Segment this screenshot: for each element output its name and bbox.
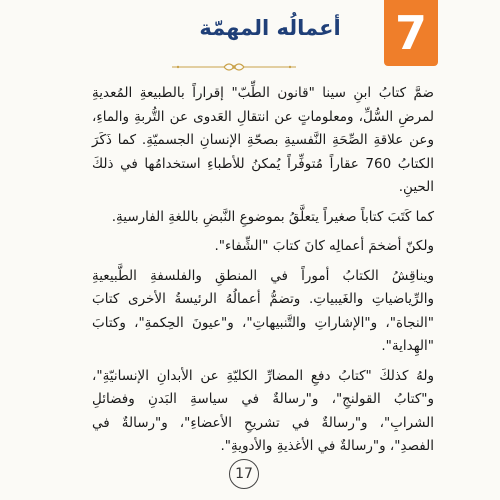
paragraph: كما كَتَبَ كتاباً صغيراً يتعلَّقُ بموضوعِ النَّبضِ باللغةِ الفارسيةِ. <box>111 208 434 225</box>
chapter-number-badge: 7 <box>384 0 438 66</box>
chapter-title: أعمالُه المهمّة <box>199 16 341 40</box>
paragraph: ولهُ كذلكَ "كتابُ دفعِ المضارِّ الكليّةِ عن الأبدانِ الإنسانيّةِ"، و"كتابُ القولنجِ"، و"رسالةٌ في سياسةِ البَدنِ وفضائلِ الشرابِ"، و"رسالةٌ في تشريحِ الأعضاءِ"، و"رسالةٌ في الفصدِ"، و"رسالةٌ في الأغذيةِ والأدويةِ". <box>92 367 434 454</box>
paragraph: ويناقِشُ الكتابُ أموراً في المنطقِ والفلسفةِ الطَّبيعيةِ والرِّياضياتِ والغَيبياتِ. وتضمُّ أعمالُهُ الرئيسةُ الأخرى كتابَ "النجاة"، و"الإشاراتِ والتَّنبيهاتِ"، و"عيونَ الحِكمةِ"، وكتابَ "الهِداية". <box>92 267 434 354</box>
paragraph: ولكنّ أضخمَ أعمالِه كانَ كتابَ "الشِّفاء". <box>214 238 434 254</box>
decorative-divider-icon <box>168 60 300 74</box>
page-number: 17 <box>229 459 259 489</box>
body-text <box>92 82 434 465</box>
paragraph: ضمَّ كتابُ ابنِ سينا "قانون الطِّبّ" إقراراً بالطبيعةِ المُعديةِ لمرضِ السُّلِّ، ومعلوماتٍ عن انتقالِ العَدوى عن التُّربةِ والماءِ، وعن علاقةِ الصِّحَةِ النَّفسيةِ بصحّةِ الإنسانِ الجسميّةِ. كما ذَكَرَ الكتابُ 760 عقاراً مُتوفِّراً يُمكنُ للأطباءِ استخدامُها في ذلكَ الحينِ. <box>92 85 434 195</box>
